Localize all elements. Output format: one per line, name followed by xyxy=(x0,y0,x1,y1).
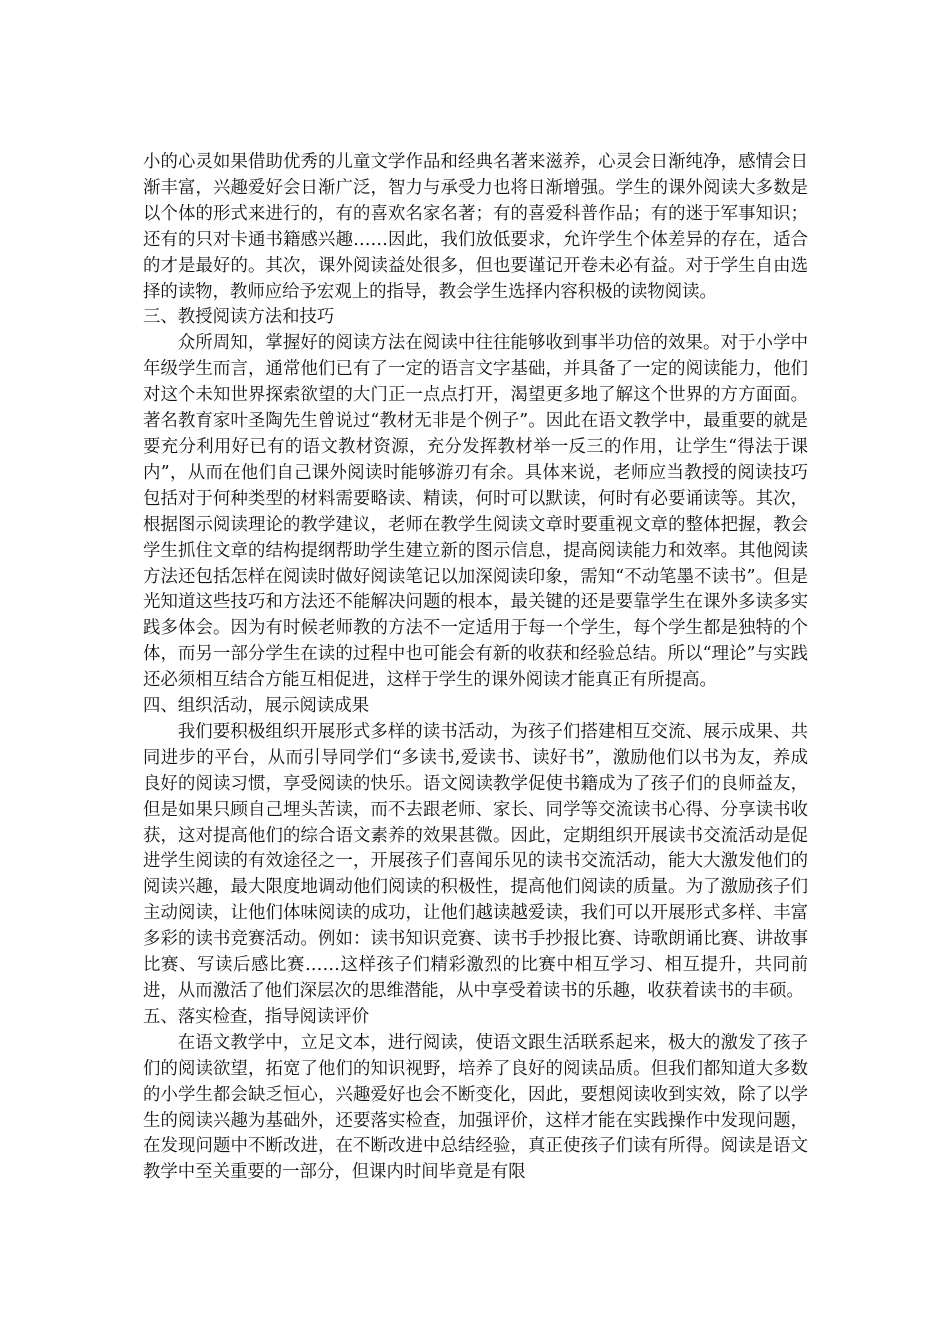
section-heading-4: 四、组织活动，展示阅读成果 xyxy=(143,696,370,717)
document-body xyxy=(143,150,808,1186)
paragraph-activities: 我们要积极组织开展形式多样的读书活动，为孩子们搭建相互交流、展示成果、共同进步的平台，从而引导同学们“多读书,爱读书、读好书”，激励他们以书为友，养成良好的阅读习惯，享受阅读的快乐。语文阅读教学促使书籍成为了孩子们的良师益友，但是如果只顾自己埋头苦读，而不去跟老师、家长、同学等交流读书心得、分享读书收获，这对提高他们的综合语文素养的效果甚微。因此，定期组织开展读书交流活动是促进学生阅读的有效途径之一，开展孩子们喜闻乐见的读书交流活动，能大大激发他们的阅读兴趣，最大限度地调动他们阅读的积极性，提高他们阅读的质量。为了激励孩子们主动阅读，让他们体味阅读的成功，让他们越读越爱读，我们可以开展形式多样、丰富多彩的读书竞赛活动。例如：读书知识竞赛、读书手抄报比赛、诗歌朗诵比赛、讲故事比赛、写读后感比赛……这样孩子们精彩激烈的比赛中相互学习、相互提升，共同前进，从而激活了他们深层次的思维潜能，从中享受着读书的乐趣，收获着读书的丰硕。 xyxy=(143,721,808,1001)
paragraph-evaluation: 在语文教学中，立足文本，进行阅读，使语文跟生活联系起来，极大的激发了孩子们的阅读欲望，拓宽了他们的知识视野，培养了良好的阅读品质。但我们都知道大多数的小学生都会缺乏恒心，兴趣爱好也会不断变化，因此，要想阅读收到实效，除了以学生的阅读兴趣为基础外，还要落实检查，加强评价，这样才能在实践操作中发现问题，在发现问题中不断改进，在不断改进中总结经验，真正使孩子们读有所得。阅读是语文教学中至关重要的一部分，但课内时间毕竟是有限 xyxy=(143,1032,808,1183)
paragraph-reading-methods: 众所周知，掌握好的阅读方法在阅读中往往能够收到事半功倍的效果。对于小学中年级学生而言，通常他们已有了一定的语言文字基础，并具备了一定的阅读能力，他们对这个未知世界探索欲望的大门正一点点打开，渴望更多地了解这个世界的方方面面。著名教育家叶圣陶先生曾说过“教材无非是个例子”。因此在语文教学中，最重要的就是要充分利用好已有的语文教材资源，充分发挥教材举一反三的作用，让学生“得法于课内”，从而在他们自己课外阅读时能够游刃有余。具体来说，老师应当教授的阅读技巧包括对于何种类型的材料需要略读、精读，何时可以默读，何时有必要诵读等。其次，根据图示阅读理论的教学建议，老师在教学生阅读文章时要重视文章的整体把握，教会学生抓住文章的结构提纲帮助学生建立新的图示信息，提高阅读能力和效率。其他阅读方法还包括怎样在阅读时做好阅读笔记以加深阅读印象，需知“不动笔墨不读书”。但是光知道这些技巧和方法还不能解决问题的根本，最关键的还是要靠学生在课外多读多实践多体会。因为有时候老师教的方法不一定适用于每一个学生，每个学生都是独特的个体，而另一部分学生在读的过程中也可能会有新的收获和经验总结。所以“理论”与实践还必须相互结合方能互相促进，这样于学生的课外阅读才能真正有所提高。 xyxy=(143,333,808,691)
section-heading-3: 三、教授阅读方法和技巧 xyxy=(143,307,335,328)
section-heading-5: 五、落实检查，指导阅读评价 xyxy=(143,1006,370,1027)
paragraph-continued: 小的心灵如果借助优秀的儿童文学作品和经典名著来滋养，心灵会日渐纯净，感情会日渐丰富，兴趣爱好会日渐广泛，智力与承受力也将日渐增强。学生的课外阅读大多数是以个体的形式来进行的，有的喜欢名家名著；有的喜爱科普作品；有的迷于军事知识；还有的只对卡通书籍感兴趣……因此，我们放低要求，允许学生个体差异的存在，适合的才是最好的。其次，课外阅读益处很多，但也要谨记开卷未必有益。对于学生自由选择的读物，教师应给予宏观上的指导，教会学生选择内容积极的读物阅读。 xyxy=(143,152,808,302)
